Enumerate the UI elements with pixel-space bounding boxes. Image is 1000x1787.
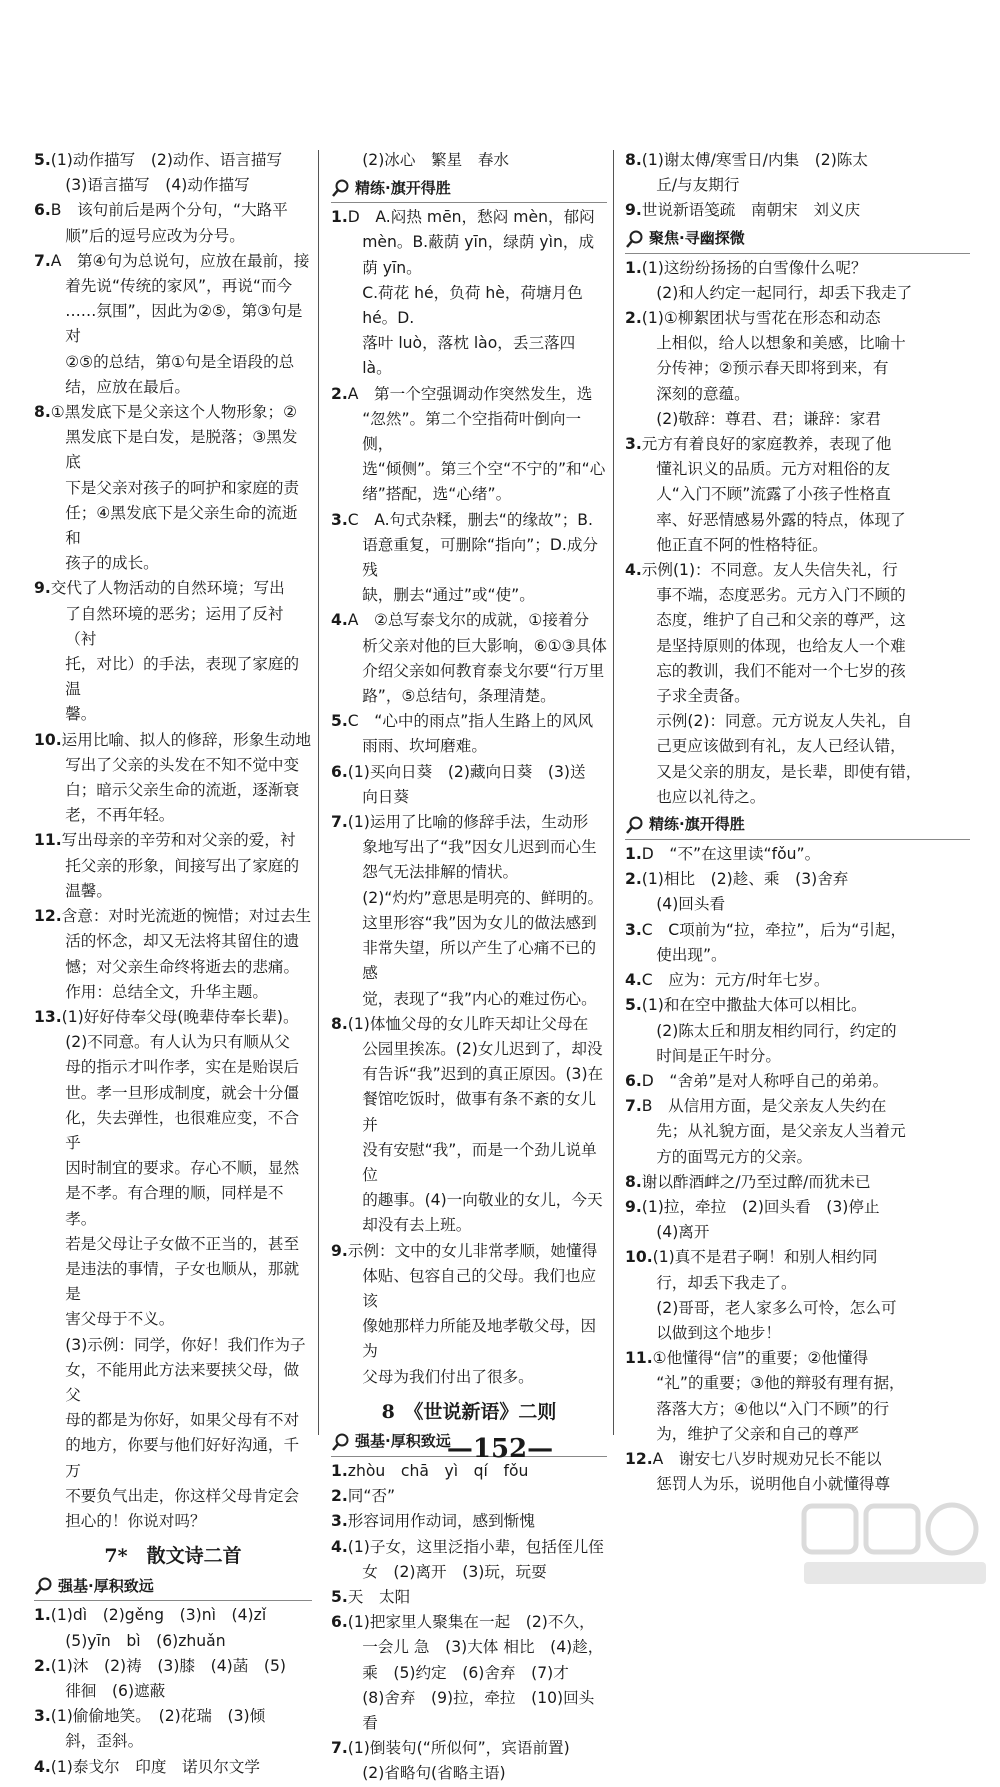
- answer-text: B 该句前后是两个分句，“大路平: [50, 201, 288, 220]
- answer-item: [625, 1346, 970, 1371]
- magnifier-icon: [625, 229, 645, 249]
- answer-item: [331, 1509, 607, 1534]
- answer-continuation: C.荷花 hé，负荷 hè，荷塘月色 hé。D.: [362, 283, 583, 328]
- answer-continuation: ②⑤的总结，第①句是全语段的总: [65, 352, 295, 371]
- question-number: 8.: [625, 1172, 642, 1191]
- section-banner-label: 强基·厚积致远: [58, 1576, 154, 1595]
- answer-text: 谢以酢酒衅之/乃至过醉/而犹未已: [641, 1172, 871, 1191]
- section-banner-label: 聚焦·寻幽探微: [649, 229, 745, 247]
- answer-continuation: 这里形容“我”因为女儿的做法感到: [362, 913, 597, 932]
- answer-continuation: 丘/与友期行: [656, 176, 740, 195]
- answer-continuation: (2)敬辞：尊君、君；谦辞：家君: [656, 409, 881, 428]
- answer-text: (1)倒装句(“所似何”，宾语前置): [347, 1739, 570, 1758]
- answer-continuation: 深刻的意蕴。: [656, 384, 750, 403]
- answer-item: [331, 508, 607, 533]
- answer-text: (1)把家里人聚集在一起 (2)不久，: [347, 1613, 595, 1632]
- column-left: [34, 148, 312, 1780]
- section-banner-label: 精练·旗开得胜: [649, 815, 745, 834]
- answer-item: [34, 1654, 312, 1679]
- answer-continuation: 白；暗示父亲生命的流逝，逐渐衰: [65, 781, 300, 800]
- question-number: 4.: [331, 611, 348, 630]
- answer-text: ①他懂得“信”的重要；②他懂得: [652, 1349, 869, 1368]
- question-number: 2.: [625, 309, 642, 328]
- answer-text: (1)体恤父母的女儿昨天却让父母在: [347, 1014, 589, 1033]
- answer-continuation: 一会儿 急 (3)大体 相比 (4)趁，: [362, 1638, 604, 1657]
- answer-text: C A.句式杂糅，删去“的缘故”；B.: [347, 510, 593, 529]
- answer-continuation: 老，不再年轻。: [65, 806, 175, 825]
- answer-text: A ②总写泰戈尔的成就，①接着分: [347, 611, 590, 630]
- answer-continuation: 的地方，你要与他们好好沟通，千万: [65, 1436, 300, 1480]
- question-number: 2.: [331, 1487, 348, 1506]
- question-number: 6.: [34, 201, 51, 220]
- answer-item: [331, 382, 607, 407]
- answer-item: [331, 1736, 607, 1761]
- question-number: 5.: [331, 1587, 348, 1606]
- answer-item: [331, 608, 607, 633]
- lesson-title: 7* 散文诗二首: [104, 1545, 242, 1568]
- question-number: 6.: [625, 1071, 642, 1090]
- question-number: 7.: [331, 1739, 348, 1758]
- column-divider: [318, 150, 319, 1435]
- answer-text: (1)拉，牵拉 (2)回头看 (3)停止: [641, 1197, 880, 1216]
- answer-item: [625, 1069, 970, 1094]
- question-number: 7.: [34, 251, 51, 270]
- answer-continuation: 了自然环境的恶劣；运用了反衬（衬: [65, 604, 284, 648]
- answer-item: [34, 904, 312, 929]
- question-number: 4.: [625, 971, 642, 990]
- answer-continuation: 母的都是为你好，如果父母有不对: [65, 1411, 300, 1430]
- answer-continuation: 方的面骂元方的父亲。: [656, 1147, 813, 1166]
- answer-text: (1)真不是君子啊！和别人相约同: [652, 1248, 878, 1267]
- answer-continuation: 也应以礼待之。: [656, 787, 766, 806]
- answer-item: [34, 728, 312, 753]
- section-banner: [331, 175, 607, 203]
- magnifier-icon: [34, 1576, 54, 1596]
- answer-item: [625, 918, 970, 943]
- column-divider: [613, 150, 614, 1435]
- answer-item: [625, 306, 970, 331]
- answer-item: [625, 432, 970, 457]
- answer-continuation: ……氛围”，因此为②⑤，第③句是对: [65, 302, 303, 346]
- answer-continuation: 路”，⑤总结句，条理清楚。: [362, 687, 556, 706]
- answer-continuation: 下是父亲对孩子的呵护和家庭的责: [65, 478, 300, 497]
- answer-item: [331, 810, 607, 835]
- answer-continuation: 的趣事。(4)一向敬业的女儿，今天: [362, 1191, 603, 1210]
- section-banner-label: 强基·厚积致远: [355, 1432, 451, 1451]
- section-banner: [625, 226, 970, 254]
- answer-item: [331, 760, 607, 785]
- answer-continuation: (2)“灼灼”意思是明亮的、鲜明的。: [362, 888, 604, 907]
- answer-continuation: 选“倾侧”。第三个空“不宁的”和“心: [362, 460, 606, 479]
- answer-text: (1)偷偷地笑。 (2)花瑞 (3)倾: [50, 1707, 266, 1726]
- question-number: 4.: [34, 1757, 51, 1776]
- answer-item: [34, 828, 312, 853]
- answer-continuation: 有告诉“我”迟到的真正原因。(3)在: [362, 1065, 604, 1084]
- answer-item: [34, 249, 312, 274]
- answer-continuation: (3)语言描写 (4)动作描写: [65, 176, 250, 195]
- answer-text: (1)和在空中撒盐大体可以相比。: [641, 996, 867, 1015]
- answer-continuation: (2)不同意。有人认为只有顺从父: [65, 1033, 290, 1052]
- answer-item: [625, 558, 970, 583]
- answer-item: [331, 1585, 607, 1610]
- answer-continuation: 觉，表现了“我”内心的难过伤心。: [362, 989, 597, 1008]
- answer-continuation: 懂礼识义的品质。元方对粗俗的友: [656, 460, 891, 479]
- question-number: 9.: [625, 1197, 642, 1216]
- lesson-title: 8 《世说新语》二则: [381, 1400, 557, 1423]
- answer-text: C C项前为“拉，牵拉”，后为“引起，: [641, 920, 907, 939]
- answer-continuation: 绪”搭配，选“心绪”。: [362, 485, 512, 504]
- answer-continuation: 父母为我们付出了很多。: [362, 1367, 534, 1386]
- answer-continuation: 女，不能用此方法来要挟父母，做父: [65, 1360, 300, 1404]
- question-number: 10.: [34, 730, 62, 749]
- answer-item: [34, 148, 312, 173]
- answer-item: [34, 1603, 312, 1628]
- answer-continuation: 体贴、包容自己的父母。我们也应该: [362, 1266, 597, 1310]
- answer-item: [625, 1195, 970, 1220]
- answer-item: [331, 1484, 607, 1509]
- answer-text: 同“否”: [347, 1487, 396, 1506]
- answer-text: D “不”在这里读“fǒu”。: [641, 845, 821, 864]
- answer-continuation: 时间是正午时分。: [656, 1046, 781, 1065]
- answer-continuation: 缺，删去“通过”或“使”。: [362, 586, 535, 605]
- answer-continuation: 态度，维护了自己和父亲的尊严，这: [656, 611, 906, 630]
- answer-continuation: 析父亲对他的巨大影响，⑥①③具体: [362, 636, 607, 655]
- question-number: 3.: [625, 920, 642, 939]
- answer-continuation: 着先说“传统的家风”，再说“而今: [65, 277, 293, 296]
- page-number: —152—: [446, 1434, 554, 1464]
- question-number: 9.: [34, 579, 51, 598]
- answer-text: (1)相比 (2)趁、乘 (3)舍弃: [641, 870, 849, 889]
- answer-item: [625, 1094, 970, 1119]
- answer-text: 示例：文中的女儿非常孝顺，她懂得: [347, 1241, 598, 1260]
- answer-item: [331, 1610, 607, 1635]
- answer-text: 示例(1)：不同意。友人失信失礼，行: [641, 561, 898, 580]
- answer-item: [34, 400, 312, 425]
- question-number: 8.: [625, 151, 642, 169]
- question-number: 9.: [331, 1241, 348, 1260]
- answer-text: (1)子女，这里泛指小辈，包括侄儿侄: [347, 1537, 604, 1556]
- answer-continuation: 人“入门不顾”流露了小孩子性格直: [656, 485, 891, 504]
- answer-continuation: (2)冰心 繁星 春水: [362, 151, 510, 169]
- magnifier-icon: [625, 815, 645, 835]
- answer-continuation: 托父亲的形象，间接写出了家庭的: [65, 856, 300, 875]
- answer-text: A 第④句为总说句，应放在最前，接: [50, 251, 310, 270]
- question-number: 3.: [625, 435, 642, 454]
- question-number: 13.: [34, 1007, 62, 1026]
- answer-item: [625, 993, 970, 1018]
- answer-continuation: 写出了父亲的头发在不知不觉中变: [65, 755, 300, 774]
- answer-text: (1)这纷纷扬扬的白雪像什么呢？: [641, 258, 867, 277]
- answer-continuation: 孩子的成长。: [65, 554, 159, 573]
- question-number: 12.: [34, 907, 62, 926]
- answer-text: C “心中的雨点”指人生路上的风风: [347, 712, 594, 731]
- question-number: 3.: [331, 510, 348, 529]
- question-number: 7.: [625, 1097, 642, 1116]
- answer-continuation: 餐馆吃饭时，做事有条不紊的女儿并: [362, 1090, 597, 1134]
- answer-continuation: 作用：总结全文，升华主题。: [65, 982, 268, 1001]
- question-number: 5.: [34, 151, 51, 169]
- question-number: 1.: [625, 258, 642, 277]
- question-number: 1.: [331, 1461, 348, 1480]
- question-number: 1.: [625, 845, 642, 864]
- answer-text: 形容词用作动词，感到惭愧: [347, 1512, 535, 1531]
- answer-text: C 应为：元方/时年七岁。: [641, 971, 830, 990]
- column-right: [625, 148, 970, 1497]
- question-number: 9.: [625, 201, 642, 220]
- answer-text: 写出母亲的辛劳和对父亲的爱，衬: [61, 831, 296, 850]
- question-number: 11.: [34, 831, 62, 850]
- question-number: 2.: [625, 870, 642, 889]
- question-number: 8.: [331, 1014, 348, 1033]
- answer-continuation: 又是父亲的朋友，是长辈，即使有错，: [656, 762, 922, 781]
- answer-text: D “舍弟”是对人称呼自己的弟弟。: [641, 1071, 889, 1090]
- answer-continuation: 行，却丢下我走了。: [656, 1273, 797, 1292]
- answer-item: [625, 842, 970, 867]
- answer-continuation: 介绍父亲如何教育泰戈尔要“行万里: [362, 661, 605, 680]
- answer-text: (1)dì (2)gěng (3)nì (4)zǐ: [50, 1606, 267, 1625]
- answer-text: (1)好好侍奉父母(晚辈侍奉长辈)。: [61, 1007, 299, 1026]
- answer-continuation: 使出现”。: [656, 945, 727, 964]
- answer-continuation: 化，失去弹性，也很难应变，不合乎: [65, 1108, 300, 1152]
- answer-continuation: (2)省略句(省略主语): [362, 1764, 506, 1783]
- answer-continuation: (4)回头看: [656, 895, 726, 914]
- answer-continuation: 因时制宜的要求。存心不顺，显然: [65, 1159, 300, 1178]
- answer-item: [625, 256, 970, 281]
- answer-text: D A.闷热 mēn，愁闷 mèn，郁闷: [347, 208, 595, 227]
- answer-continuation: 向日葵: [362, 787, 409, 806]
- question-number: 12.: [625, 1449, 653, 1468]
- answer-continuation: 是不孝。有合理的顺，同样是不孝。: [65, 1184, 284, 1228]
- answer-continuation: 惩罚人为乐，说明他自小就懂得尊: [656, 1475, 891, 1494]
- answer-continuation: 率、好恶情感易外露的特点，体现了: [656, 510, 906, 529]
- question-number: 8.: [34, 403, 51, 422]
- answer-continuation: 黑发底下是白发，是脱落；③黑发底: [65, 428, 298, 472]
- question-number: 4.: [331, 1537, 348, 1556]
- answer-text: (1)泰戈尔 印度 诺贝尔文学: [50, 1757, 260, 1776]
- answer-continuation: 若是父母让子女做不正当的，甚至: [65, 1234, 300, 1253]
- answer-continuation: (2)哥哥，老人家多么可怜，怎么可: [656, 1298, 897, 1317]
- answer-continuation: 事不端，态度恶劣。元方入门不顾的: [656, 586, 906, 605]
- question-number: 5.: [331, 712, 348, 731]
- answer-continuation: “忽然”。第二个空指荷叶倒向一侧，: [362, 409, 582, 454]
- question-number: 6.: [331, 762, 348, 781]
- answer-text: ①黑发底下是父亲这个人物形象；②: [50, 403, 298, 422]
- answer-continuation: 雨雨、坎坷磨难。: [362, 737, 487, 756]
- answer-continuation: 落落大方；④他以“入门不顾”的行: [656, 1399, 890, 1418]
- answer-item: [34, 1755, 312, 1780]
- answer-continuation: 却没有去上班。: [362, 1216, 472, 1235]
- answer-text: 运用比喻、拟人的修辞，形象生动地: [61, 730, 312, 749]
- answer-continuation: 像她那样力所能及地孝敬父母，因为: [362, 1317, 597, 1361]
- answer-continuation: 语意重复，可删除“指向”；D.成分残: [362, 535, 599, 580]
- answer-item: [625, 1170, 970, 1195]
- section-banner: [34, 1573, 312, 1601]
- answer-continuation: 上相似，给人以想象和美感，比喻十: [656, 334, 906, 353]
- answer-continuation: (2)和人约定一起同行，却丢下我走了: [656, 283, 913, 302]
- answer-text: 天 太阳: [347, 1587, 411, 1606]
- answer-item: [34, 198, 312, 223]
- answer-continuation: 害父母于不义。: [65, 1310, 175, 1329]
- answer-continuation: 世。孝一旦形成制度，就会十分僵: [65, 1083, 300, 1102]
- answer-text: (1)沐 (2)祷 (3)膝 (4)菡 (5): [50, 1656, 286, 1675]
- answer-continuation: 公园里挨冻。(2)女儿迟到了，却没: [362, 1039, 603, 1058]
- answer-continuation: 温馨。: [65, 881, 112, 900]
- answer-item: [625, 148, 970, 173]
- answer-continuation: 分传神；②预示春天即将到来，有: [656, 359, 889, 378]
- answer-continuation: 示例(2)：同意。元方说友人失礼，自: [656, 712, 913, 731]
- answer-continuation: 落叶 luò，落枕 lào，丢三落四 là。: [362, 334, 576, 378]
- answer-continuation: 担心的！你说对吗？: [65, 1511, 206, 1530]
- answer-continuation: 怨气无法排解的情状。: [362, 863, 519, 882]
- answer-item: [34, 1005, 312, 1030]
- answer-continuation: 斜，歪斜。: [65, 1732, 144, 1751]
- question-number: 1.: [331, 208, 348, 227]
- answer-item: [34, 1704, 312, 1729]
- question-number: 5.: [625, 996, 642, 1015]
- answer-continuation: 非常失望，所以产生了心痛不已的感: [362, 939, 597, 983]
- answer-continuation: 活的怀念，却又无法将其留住的遗: [65, 932, 300, 951]
- column-middle: [331, 148, 607, 1787]
- magnifier-icon: [331, 178, 351, 198]
- answer-continuation: 象地写出了“我”因女儿迟到而心生: [362, 838, 597, 857]
- answer-text: (1)动作描写 (2)动作、语言描写: [50, 151, 283, 169]
- answer-continuation: 女 (2)离开 (3)玩，玩耍: [362, 1562, 547, 1581]
- answer-text: (1)买向日葵 (2)藏向日葵 (3)送: [347, 762, 586, 781]
- answer-item: [331, 205, 607, 230]
- answer-item: [331, 1239, 607, 1264]
- answer-text: A 谢安七八岁时规劝兄长不能以: [652, 1449, 882, 1468]
- answer-continuation: 托，对比）的手法，表现了家庭的温: [65, 655, 300, 699]
- question-number: 7.: [331, 813, 348, 832]
- answer-continuation: 母的指示才叫作孝，实在是贻误后: [65, 1058, 300, 1077]
- answer-continuation: mèn。B.蔽荫 yīn，绿荫 yìn，成荫 yīn。: [362, 233, 595, 277]
- answer-continuation: (2)陈太丘和朋友相约同行，约定的: [656, 1021, 897, 1040]
- answer-continuation: “礼”的重要；③他的辩驳有理有据，: [656, 1374, 905, 1393]
- answer-item: [625, 968, 970, 993]
- answer-continuation: 是违法的事情，子女也顺从，那就是: [65, 1259, 300, 1304]
- answer-continuation: 忘的教训，我们不能对一个七岁的孩: [656, 661, 906, 680]
- answer-continuation: 他正直不阿的性格特征。: [656, 535, 828, 554]
- answer-continuation: 子求全责备。: [656, 687, 750, 706]
- answer-text: 元方有着良好的家庭教养，表现了他: [641, 435, 892, 454]
- question-number: 2.: [331, 384, 348, 403]
- question-number: 6.: [331, 1613, 348, 1632]
- answer-continuation: (4)离开: [656, 1223, 710, 1242]
- answer-continuation: 先；从礼貌方面，是父亲友人当着元: [656, 1122, 906, 1141]
- answer-text: 含意：对时光流逝的惋惜；对过去生: [61, 907, 312, 926]
- question-number: 3.: [331, 1512, 348, 1531]
- answer-continuation: 憾；对父亲生命终将逝去的悲痛。: [65, 957, 300, 976]
- answer-text: 交代了人物活动的自然环境；写出: [50, 579, 285, 598]
- question-number: 3.: [34, 1707, 51, 1726]
- answer-item: [34, 576, 312, 601]
- question-number: 1.: [34, 1606, 51, 1625]
- answer-text: (1)①柳絮团状与雪花在形态和动态: [641, 309, 881, 328]
- answer-continuation: 不要负气出走，你这样父母肯定会: [65, 1486, 300, 1505]
- answer-item: [625, 1245, 970, 1270]
- answer-continuation: (8)舍弃 (9)拉，牵拉 (10)回头看: [362, 1688, 595, 1732]
- answer-continuation: 馨。: [65, 705, 97, 724]
- answer-continuation: (5)yīn bì (6)zhuǎn: [65, 1631, 226, 1650]
- answer-continuation: 是坚持原则的体现，也给友人一个难: [656, 636, 906, 655]
- answer-continuation: (3)示例：同学，你好！我们作为子: [65, 1335, 306, 1354]
- answer-continuation: 乘 (5)约定 (6)舍弃 (7)才: [362, 1663, 569, 1682]
- answer-continuation: 己更应该做到有礼，友人已经认错，: [656, 737, 906, 756]
- answer-text: A 第一个空强调动作突然发生，选: [347, 384, 593, 403]
- answer-text: (1)谢太傅/寒雪日/内集 (2)陈太: [641, 151, 868, 169]
- answer-item: [331, 1535, 607, 1560]
- question-number: 11.: [625, 1349, 653, 1368]
- answer-continuation: 顺”后的逗号应改为分号。: [65, 226, 245, 245]
- answer-continuation: 徘徊 (6)遮蔽: [65, 1681, 166, 1700]
- answer-item: [625, 867, 970, 892]
- answer-item: [331, 709, 607, 734]
- answer-continuation: 结，应放在最后。: [65, 377, 190, 396]
- question-number: 2.: [34, 1656, 51, 1675]
- answer-text: 世说新语笺疏 南朝宋 刘义庆: [641, 201, 861, 220]
- answer-item: [331, 1012, 607, 1037]
- section-banner-label: 精练·旗开得胜: [355, 178, 451, 197]
- answer-item: [625, 198, 970, 223]
- question-number: 4.: [625, 561, 642, 580]
- answer-continuation: 没有安慰“我”，而是一个劲儿说单位: [362, 1140, 597, 1184]
- watermark-logo: [800, 1500, 990, 1590]
- answer-continuation: 为，维护了父亲和自己的尊严: [656, 1424, 859, 1443]
- answer-continuation: 以做到这个地步！: [656, 1323, 781, 1342]
- answer-text: (1)运用了比喻的修辞手法，生动形: [347, 813, 589, 832]
- section-banner: [625, 812, 970, 840]
- answer-text: B 从信用方面，是父亲友人失约在: [641, 1097, 887, 1116]
- answer-continuation: 任；④黑发底下是父亲生命的流逝和: [65, 503, 298, 548]
- question-number: 10.: [625, 1248, 653, 1267]
- answer-text: zhòu chā yì qí fǒu: [347, 1461, 529, 1480]
